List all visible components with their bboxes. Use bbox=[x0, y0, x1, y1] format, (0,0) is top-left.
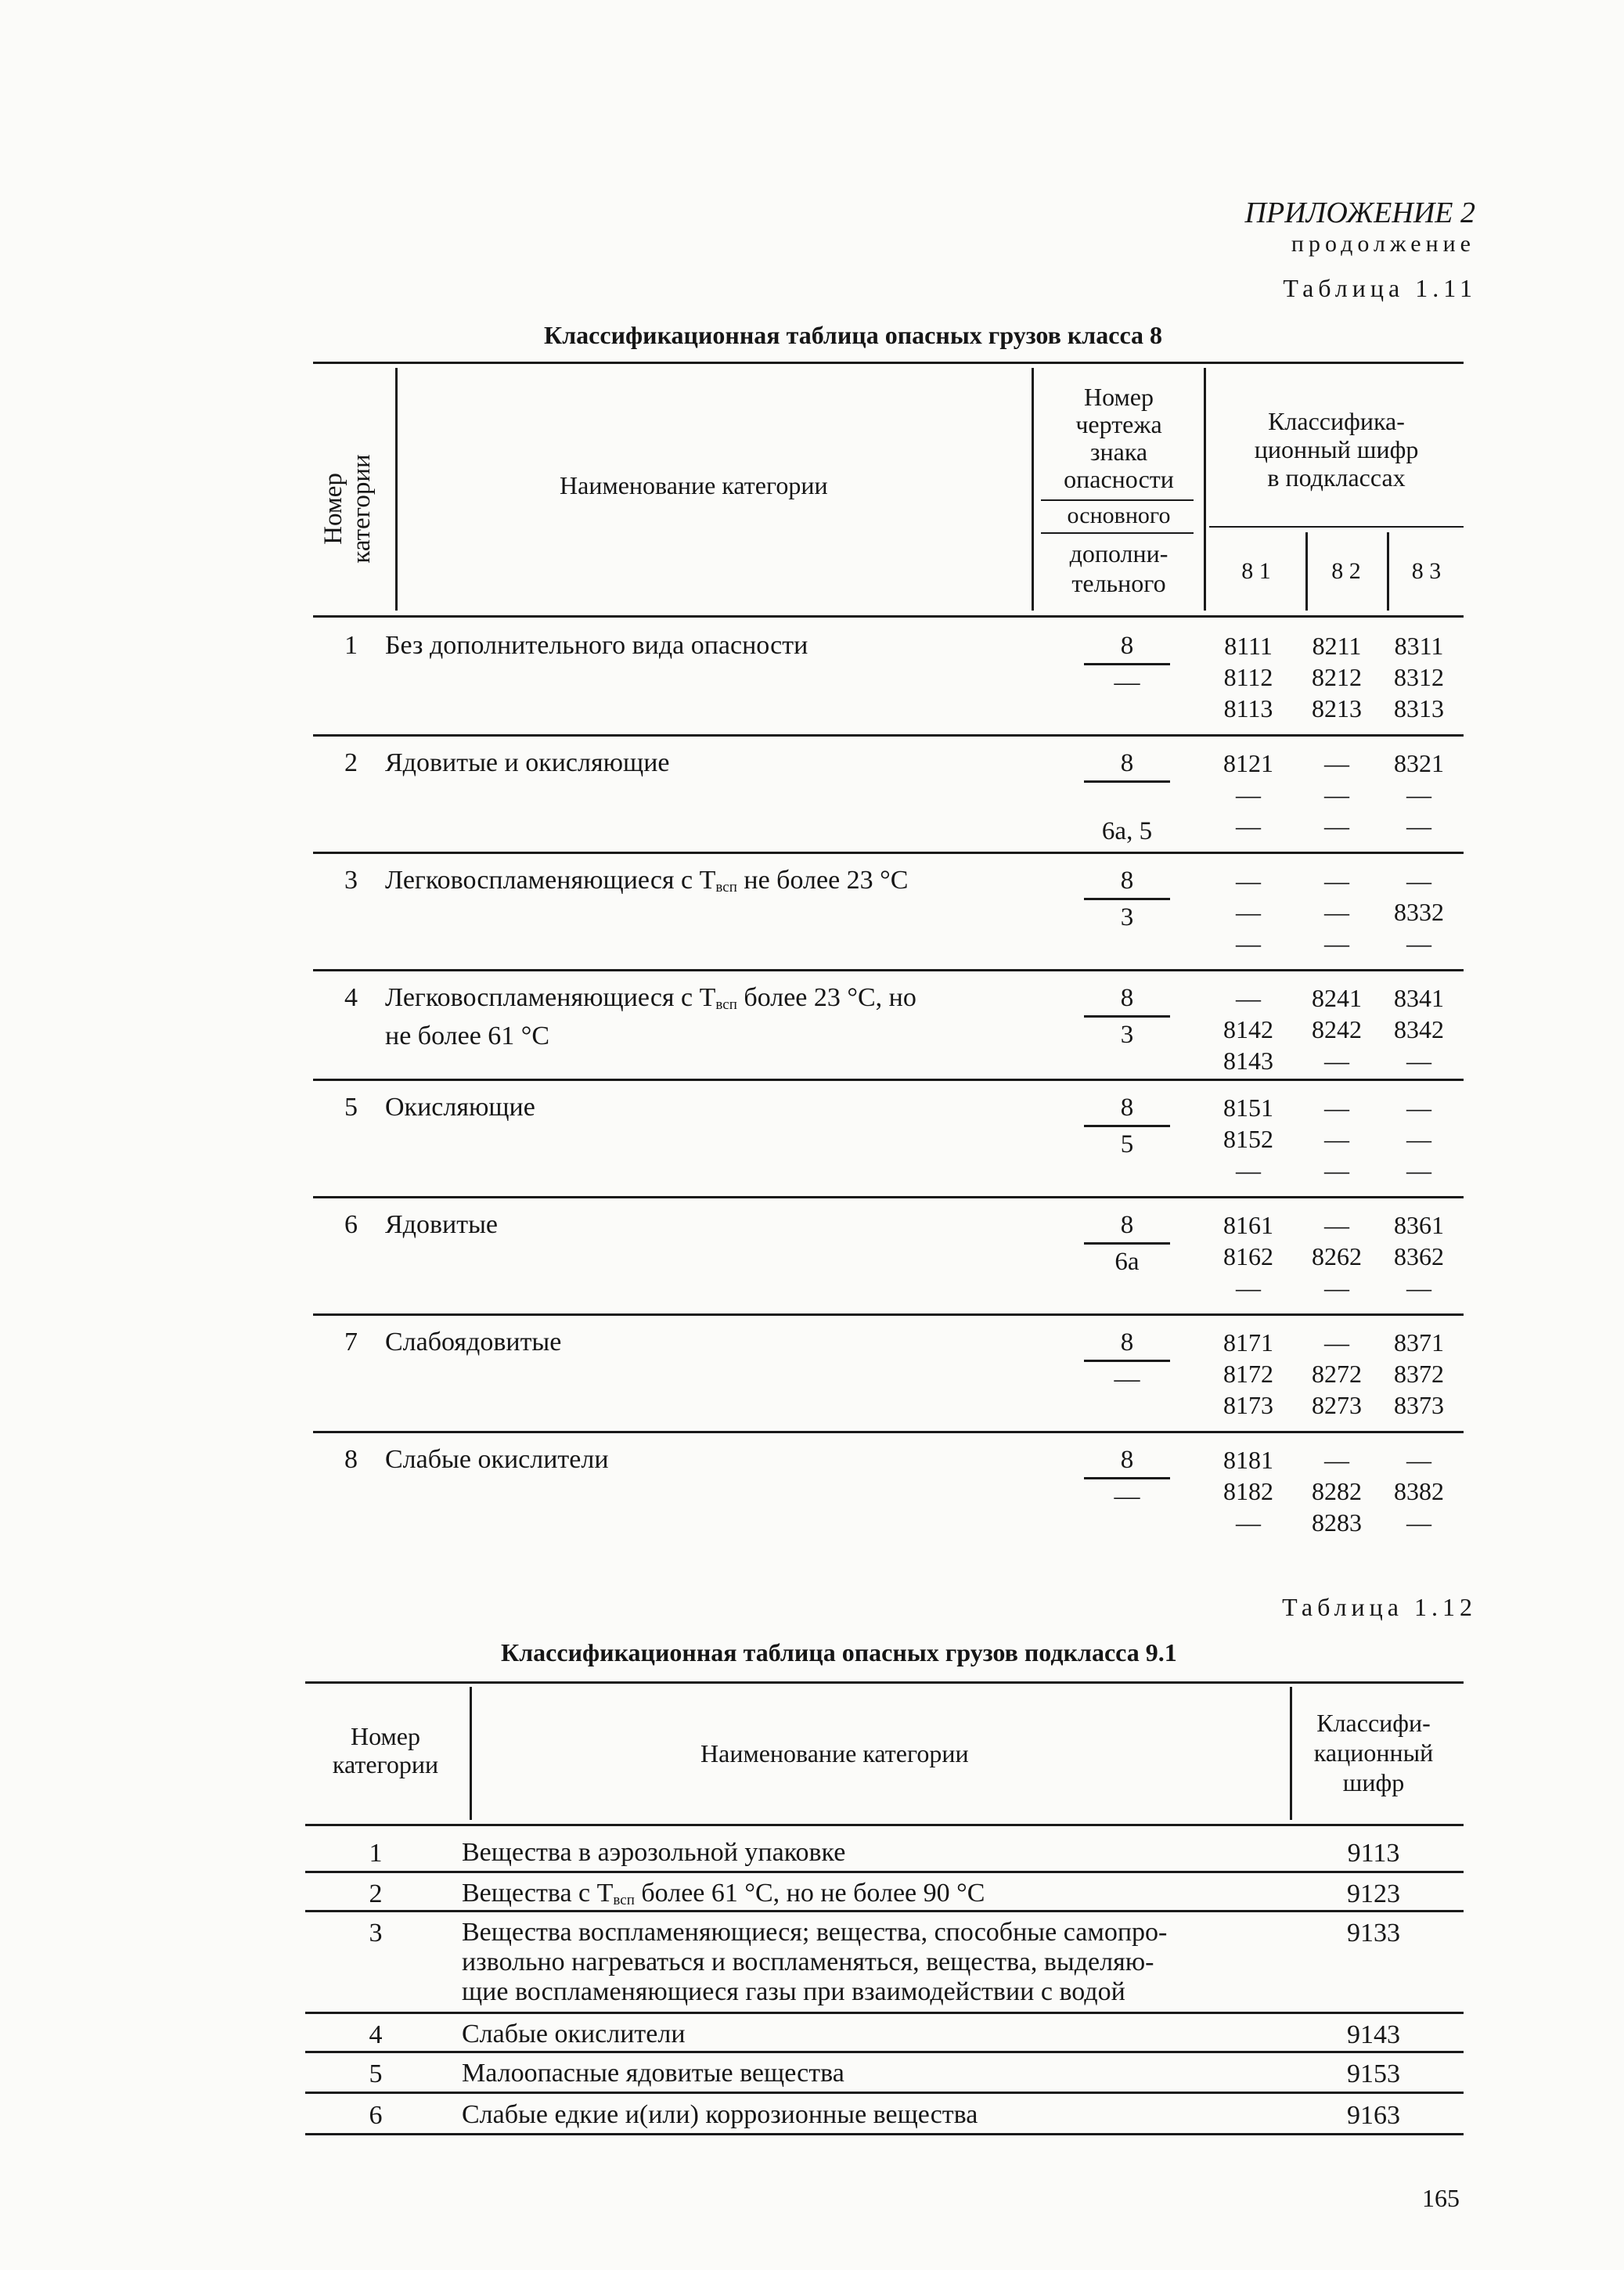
row-name bbox=[385, 1444, 1058, 1476]
subscript-flash-point: всп bbox=[613, 1892, 635, 1908]
t2-row-rule bbox=[305, 2092, 1464, 2094]
t2-row-number: 6 bbox=[369, 2101, 383, 2130]
t2-cipher: 9113 bbox=[1347, 1839, 1400, 1868]
row-name-part: не более 61 °С bbox=[385, 1022, 550, 1050]
header-additional: дополни- тельного bbox=[1069, 539, 1168, 597]
t2-cipher: 9153 bbox=[1347, 2059, 1400, 2088]
row-name bbox=[385, 1327, 1058, 1358]
table2-top-rule bbox=[305, 1681, 1464, 1684]
cipher-cell: 8273 bbox=[1312, 1391, 1362, 1419]
cipher-cell: 8121 bbox=[1223, 749, 1273, 777]
t2-row-name bbox=[462, 1918, 1291, 2007]
t2-row-number: 1 bbox=[369, 1839, 383, 1868]
header-category-name: Наименование категории bbox=[560, 471, 828, 499]
sign-main: 8 bbox=[1084, 1209, 1170, 1245]
cipher-cell: 8242 bbox=[1312, 1015, 1362, 1043]
row-rule bbox=[313, 969, 1464, 971]
cipher-cell: 8272 bbox=[1312, 1360, 1362, 1388]
table2-header-rule bbox=[305, 1824, 1464, 1826]
row-name-line: щие воспламеняющиеся газы при взаимодействии с водой bbox=[462, 1977, 1125, 2006]
subscript-flash-point: всп bbox=[715, 996, 737, 1013]
cipher-cell: — bbox=[1236, 1274, 1261, 1302]
cipher-cell: — bbox=[1324, 929, 1349, 957]
sign-additional: — bbox=[1114, 668, 1140, 697]
sign-additional: 6а bbox=[1114, 1248, 1140, 1276]
sign-drawing-fraction bbox=[1084, 630, 1170, 698]
cipher-cell: — bbox=[1324, 1125, 1349, 1153]
t2-row-rule bbox=[305, 2051, 1464, 2053]
row-name-part: Слабые окислители bbox=[385, 1445, 609, 1474]
row-rule bbox=[313, 1431, 1464, 1433]
row-name bbox=[385, 982, 1058, 1052]
cipher-cell: 8171 bbox=[1223, 1328, 1273, 1357]
t2-cipher: 9163 bbox=[1347, 2101, 1400, 2130]
table2-title: Классификационная таблица опасных грузов подкласса 9.1 bbox=[501, 1638, 1177, 1666]
cipher-cell: — bbox=[1324, 1446, 1349, 1474]
t2-row-number: 3 bbox=[369, 1919, 383, 1948]
sign-main: 8 bbox=[1084, 1444, 1170, 1479]
divider bbox=[1041, 532, 1194, 534]
row-name-line: Слабые окислители bbox=[462, 2020, 686, 2048]
cipher-cell: — bbox=[1324, 1328, 1349, 1357]
row-number: 4 bbox=[344, 983, 358, 1012]
sign-main: 8 bbox=[1084, 630, 1170, 665]
divider bbox=[1041, 499, 1194, 501]
t2-row-number: 5 bbox=[369, 2059, 383, 2088]
cipher-cell: 8373 bbox=[1394, 1391, 1444, 1419]
t2-header-cipher: Классифи- кационный шифр bbox=[1313, 1709, 1434, 1796]
cipher-cell: 8342 bbox=[1394, 1015, 1444, 1043]
divider bbox=[1290, 1687, 1292, 1820]
row-rule bbox=[313, 852, 1464, 854]
sign-additional: — bbox=[1114, 1483, 1140, 1511]
row-name bbox=[385, 1092, 1058, 1123]
sign-main: 8 bbox=[1084, 982, 1170, 1018]
row-name-part: не более 23 °С bbox=[744, 866, 909, 895]
cipher-cell: — bbox=[1236, 929, 1261, 957]
cipher-cell: — bbox=[1406, 780, 1431, 809]
sign-drawing-fraction bbox=[1084, 748, 1170, 847]
cipher-cell: — bbox=[1406, 1094, 1431, 1122]
cipher-cell: 8172 bbox=[1223, 1360, 1273, 1388]
cipher-cell: — bbox=[1236, 1508, 1261, 1537]
cipher-cell: — bbox=[1324, 1211, 1349, 1239]
t2-row-rule bbox=[305, 2133, 1464, 2135]
cipher-cell: 8382 bbox=[1394, 1477, 1444, 1505]
row-name-part: Ядовитые bbox=[385, 1210, 499, 1239]
cipher-cell: — bbox=[1236, 812, 1261, 840]
cipher-cell: — bbox=[1324, 898, 1349, 926]
row-rule bbox=[313, 1196, 1464, 1198]
cipher-cell: — bbox=[1324, 812, 1349, 840]
t2-row-name bbox=[462, 1838, 1291, 1868]
cipher-cell: 8262 bbox=[1312, 1242, 1362, 1270]
sign-main: 8 bbox=[1084, 748, 1170, 783]
sign-additional: 3 bbox=[1120, 1021, 1134, 1049]
t2-cipher: 9123 bbox=[1347, 1879, 1400, 1908]
sign-main: 8 bbox=[1084, 1092, 1170, 1127]
sign-drawing-fraction bbox=[1084, 1444, 1170, 1512]
cipher-cell: — bbox=[1324, 749, 1349, 777]
divider bbox=[1204, 368, 1206, 611]
cipher-cell: 8181 bbox=[1223, 1446, 1273, 1474]
t2-cipher: 9143 bbox=[1347, 2020, 1400, 2049]
row-rule bbox=[313, 1079, 1464, 1081]
row-name-part: Легковоспламеняющиеся с T bbox=[385, 983, 716, 1012]
cipher-cell: 8361 bbox=[1394, 1211, 1444, 1239]
cipher-cell: 8142 bbox=[1223, 1015, 1273, 1043]
row-name-line: Вещества в аэрозольной упаковке bbox=[462, 1838, 846, 1867]
t2-row-rule bbox=[305, 1910, 1464, 1912]
cipher-cell: 8213 bbox=[1312, 694, 1362, 722]
divider bbox=[1209, 526, 1464, 528]
cipher-cell: — bbox=[1406, 1156, 1431, 1184]
header-sub82: 8 2 bbox=[1331, 558, 1361, 584]
cipher-cell: 8371 bbox=[1394, 1328, 1444, 1357]
cipher-cell: — bbox=[1236, 780, 1261, 809]
t2-row-name bbox=[462, 2100, 1291, 2130]
row-name-line: Малоопасные ядовитые вещества bbox=[462, 2059, 844, 2088]
row-number: 8 bbox=[344, 1445, 358, 1474]
header-sub83: 8 3 bbox=[1411, 558, 1442, 584]
cipher-cell: — bbox=[1324, 1094, 1349, 1122]
divider bbox=[470, 1687, 472, 1820]
sign-drawing-fraction bbox=[1084, 1092, 1170, 1160]
cipher-cell: 8152 bbox=[1223, 1125, 1273, 1153]
sign-drawing-fraction bbox=[1084, 982, 1170, 1050]
t2-header-category-name: Наименование категории bbox=[700, 1739, 969, 1767]
cipher-cell: — bbox=[1236, 984, 1261, 1012]
cipher-cell: — bbox=[1236, 1156, 1261, 1184]
row-number: 1 bbox=[344, 631, 358, 660]
row-number: 2 bbox=[344, 748, 358, 777]
cipher-cell: 8161 bbox=[1223, 1211, 1273, 1239]
cipher-cell: 8313 bbox=[1394, 694, 1444, 722]
header-cipher: Классифика- ционный шифр в подклассах bbox=[1254, 407, 1419, 492]
cipher-cell: 8283 bbox=[1312, 1508, 1362, 1537]
row-name-line: Слабые едкие и(или) коррозионные вещества bbox=[462, 2100, 978, 2129]
sign-additional: — bbox=[1114, 1365, 1140, 1393]
sign-additional: 5 bbox=[1120, 1130, 1134, 1158]
header-main: основного bbox=[1067, 503, 1171, 528]
row-name bbox=[385, 630, 1058, 661]
cipher-cell: — bbox=[1324, 867, 1349, 895]
cipher-cell: 8341 bbox=[1394, 984, 1444, 1012]
row-name-part: Окисляющие bbox=[385, 1093, 535, 1122]
table-label-1: Таблица 1.11 bbox=[1283, 274, 1477, 302]
cipher-cell: 8173 bbox=[1223, 1391, 1273, 1419]
appendix-heading: ПРИЛОЖЕНИЕ 2 bbox=[1244, 196, 1475, 229]
row-name-part: более 61 °С, но не более 90 °С bbox=[641, 1879, 985, 1908]
row-name-part: Без дополнительного вида опасности bbox=[385, 631, 808, 660]
divider bbox=[1032, 368, 1034, 611]
row-name-line: извольно нагреваться и воспламеняться, вещества, выделяю- bbox=[462, 1948, 1154, 1976]
sign-drawing-fraction bbox=[1084, 1209, 1170, 1277]
cipher-cell: — bbox=[1236, 898, 1261, 926]
cipher-cell: — bbox=[1324, 780, 1349, 809]
cipher-cell: — bbox=[1406, 929, 1431, 957]
cipher-cell: — bbox=[1236, 867, 1261, 895]
cipher-cell: 8372 bbox=[1394, 1360, 1444, 1388]
row-name-part: Легковоспламеняющиеся с T bbox=[385, 866, 716, 895]
sign-drawing-fraction bbox=[1084, 865, 1170, 933]
cipher-cell: 8162 bbox=[1223, 1242, 1273, 1270]
cipher-cell: 8312 bbox=[1394, 663, 1444, 691]
table1-header-rule bbox=[313, 615, 1464, 618]
cipher-cell: 8182 bbox=[1223, 1477, 1273, 1505]
t2-row-number: 4 bbox=[369, 2020, 383, 2049]
row-name bbox=[385, 865, 1058, 903]
cipher-cell: — bbox=[1406, 1446, 1431, 1474]
sign-main: 8 bbox=[1084, 865, 1170, 900]
subscript-flash-point: всп bbox=[715, 879, 737, 895]
sign-drawing-fraction bbox=[1084, 1327, 1170, 1395]
table1-top-rule bbox=[313, 362, 1464, 364]
row-number: 3 bbox=[344, 866, 358, 895]
cipher-cell: — bbox=[1406, 1274, 1431, 1302]
cipher-cell: 8113 bbox=[1223, 694, 1273, 722]
header-drawing-number: Номер чертежа знака опасности bbox=[1064, 383, 1174, 493]
cipher-cell: 8332 bbox=[1394, 898, 1444, 926]
cipher-cell: — bbox=[1324, 1274, 1349, 1302]
t2-row-name bbox=[462, 2059, 1291, 2088]
t2-header-category-number: Номер категории bbox=[332, 1722, 439, 1778]
row-name bbox=[385, 1209, 1058, 1241]
cipher-cell: 8111 bbox=[1224, 632, 1273, 660]
cipher-cell: — bbox=[1324, 1156, 1349, 1184]
cipher-cell: — bbox=[1406, 812, 1431, 840]
cipher-cell: 8143 bbox=[1223, 1047, 1273, 1075]
t2-row-number: 2 bbox=[369, 1879, 383, 1908]
row-rule bbox=[313, 1313, 1464, 1316]
row-name-part: более 23 °С, но bbox=[744, 983, 916, 1012]
sign-additional: 6а, 5 bbox=[1101, 817, 1153, 845]
t2-row-rule bbox=[305, 2012, 1464, 2014]
sign-main: 8 bbox=[1084, 1327, 1170, 1362]
cipher-cell: — bbox=[1324, 1047, 1349, 1075]
cipher-cell: 8151 bbox=[1223, 1094, 1273, 1122]
continuation-label: продолжение bbox=[1291, 231, 1475, 257]
cipher-cell: 8362 bbox=[1394, 1242, 1444, 1270]
row-number: 5 bbox=[344, 1093, 358, 1122]
cipher-cell: 8321 bbox=[1394, 749, 1444, 777]
t2-cipher: 9133 bbox=[1347, 1919, 1400, 1948]
t2-row-name bbox=[462, 2020, 1291, 2049]
row-name-part: Слабоядовитые bbox=[385, 1328, 562, 1357]
table-label-2: Таблица 1.12 bbox=[1282, 1593, 1477, 1621]
table1-title: Классификационная таблица опасных грузов класса 8 bbox=[544, 321, 1163, 349]
row-name-part: Ядовитые и окисляющие bbox=[385, 748, 670, 777]
cipher-cell: — bbox=[1406, 1047, 1431, 1075]
sign-additional: 3 bbox=[1120, 903, 1134, 931]
cipher-cell: — bbox=[1406, 867, 1431, 895]
page-number: 165 bbox=[1422, 2184, 1460, 2212]
cipher-cell: — bbox=[1406, 1125, 1431, 1153]
row-name-part: Вещества с T bbox=[462, 1879, 614, 1908]
row-number: 7 bbox=[344, 1328, 358, 1357]
cipher-cell: 8211 bbox=[1312, 632, 1362, 660]
t2-row-rule bbox=[305, 1871, 1464, 1873]
cipher-cell: 8112 bbox=[1223, 663, 1273, 691]
cipher-cell: 8241 bbox=[1312, 984, 1362, 1012]
header-sub81: 8 1 bbox=[1241, 558, 1271, 584]
divider bbox=[395, 368, 398, 611]
header-category-number: Номер категории bbox=[319, 454, 376, 564]
row-name-line: Вещества воспламеняющиеся; вещества, способные самопро- bbox=[462, 1918, 1168, 1947]
cipher-cell: 8311 bbox=[1394, 632, 1444, 660]
row-name bbox=[385, 748, 1058, 779]
row-number: 6 bbox=[344, 1210, 358, 1239]
cipher-cell: 8282 bbox=[1312, 1477, 1362, 1505]
row-rule bbox=[313, 734, 1464, 737]
cipher-cell: 8212 bbox=[1312, 663, 1362, 691]
cipher-cell: — bbox=[1406, 1508, 1431, 1537]
